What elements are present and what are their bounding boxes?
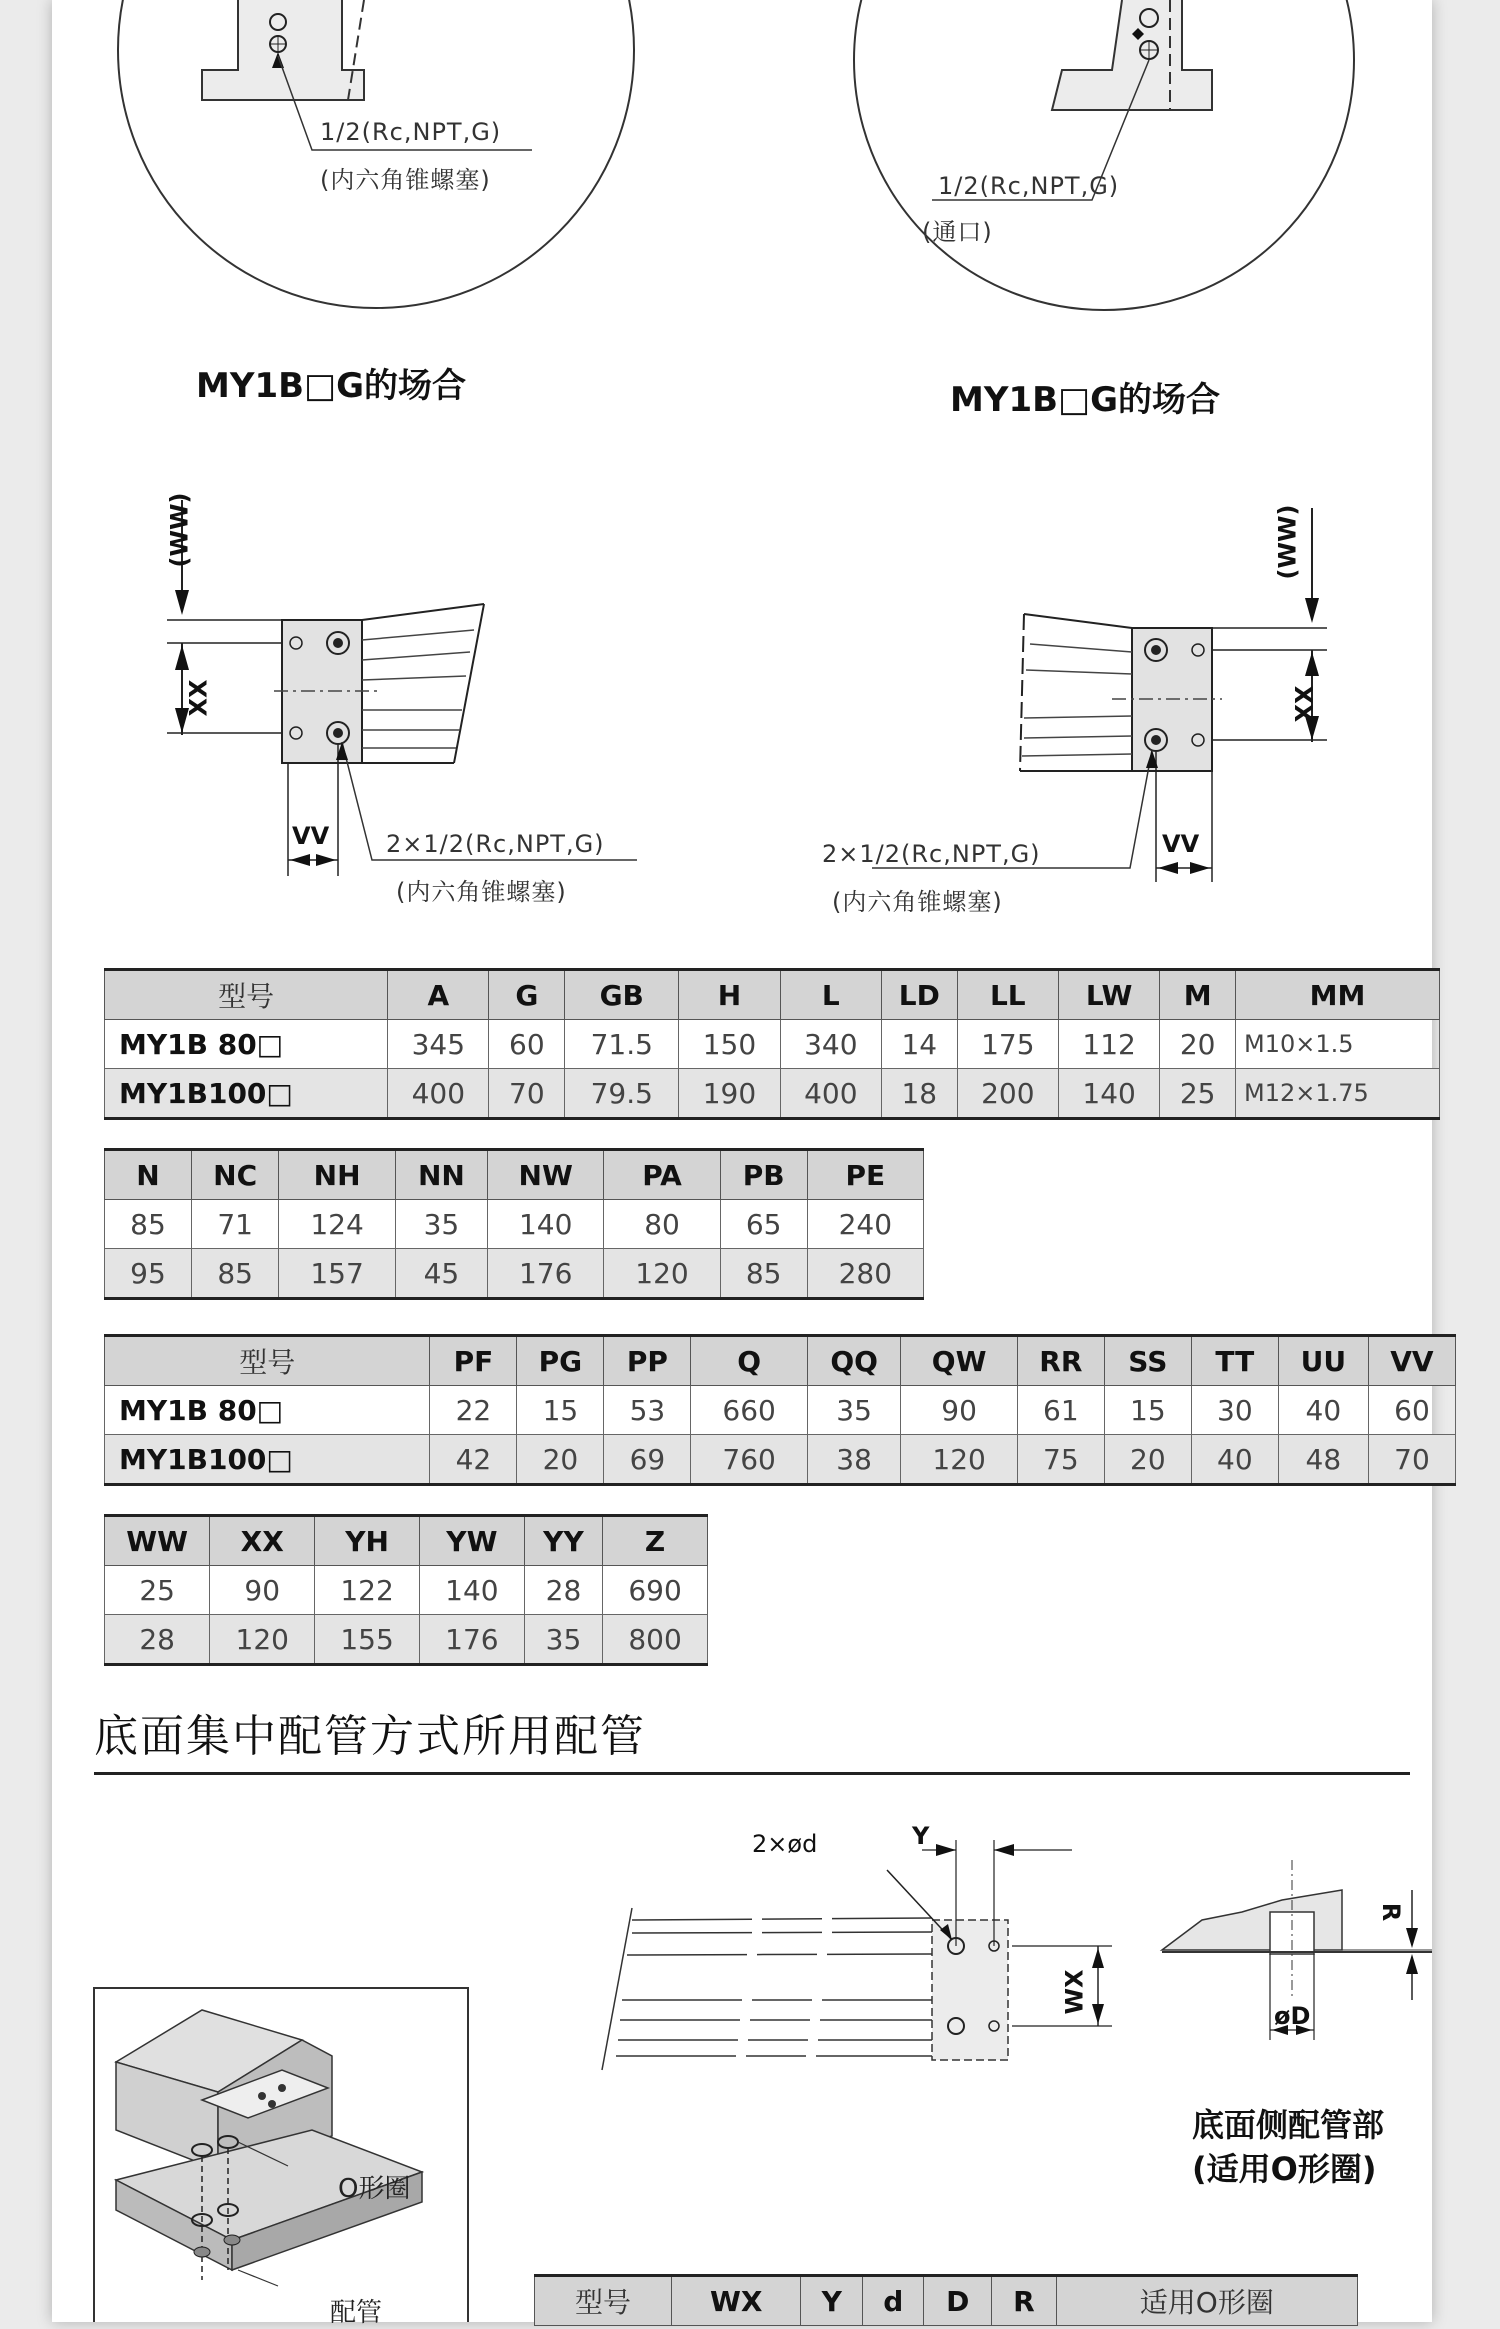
table-cell: 112: [1058, 1020, 1159, 1069]
dimension-table-2: [104, 1148, 924, 1300]
table-cell: 22: [430, 1386, 517, 1435]
table-cell: 80: [604, 1200, 720, 1249]
table-cell: 120: [210, 1615, 315, 1665]
table-cell: 140: [1058, 1069, 1159, 1119]
table-header-row: [535, 2276, 1358, 2326]
table-cell: 30: [1191, 1386, 1278, 1435]
table-cell: 190: [679, 1069, 780, 1119]
dim-y: Y: [912, 1822, 930, 1850]
table-cell: 20: [517, 1435, 604, 1485]
column-header: PB: [720, 1150, 807, 1200]
right-dim-ww: (WW): [1273, 504, 1302, 580]
table-cell: 400: [780, 1069, 881, 1119]
table-cell: 345: [388, 1020, 489, 1069]
column-header: QW: [901, 1336, 1017, 1386]
bottom-piping-drawings: [52, 1800, 1432, 2322]
table-cell: 20: [1104, 1435, 1191, 1485]
table-cell: M12×1.75: [1236, 1069, 1440, 1119]
column-header: XX: [210, 1516, 315, 1566]
table-row: [105, 1435, 1456, 1485]
table-cell: 157: [279, 1249, 395, 1299]
table-cell: 40: [1278, 1386, 1368, 1435]
table-header-row: [105, 970, 1440, 1020]
dimension-table-1: [104, 968, 1440, 1120]
column-header: LD: [881, 970, 957, 1020]
column-header: WW: [105, 1516, 210, 1566]
left-end-view: [167, 500, 637, 876]
column-header: VV: [1368, 1336, 1455, 1386]
table-cell: 14: [881, 1020, 957, 1069]
oring-callout: O形圈: [338, 2174, 411, 2204]
dim-wx: WX: [1060, 1969, 1089, 2015]
table-cell: 28: [105, 1615, 210, 1665]
column-header: M: [1160, 970, 1236, 1020]
table-cell: 200: [957, 1069, 1058, 1119]
table-header-row: [105, 1150, 924, 1200]
column-header: R: [992, 2276, 1056, 2326]
table-cell: 176: [488, 1249, 604, 1299]
right-end-view: [872, 508, 1327, 882]
bottom-port-view: [602, 1840, 1112, 2070]
table-cell: 90: [901, 1386, 1017, 1435]
top-detail-drawings: [52, 0, 1432, 330]
column-header: G: [489, 970, 565, 1020]
column-header: PE: [807, 1150, 923, 1200]
right-dim-xx: XX: [1290, 685, 1319, 723]
dimension-table-3: [104, 1334, 1456, 1486]
left-detail-circle: [118, 0, 634, 308]
right-port-label: 1/2(Rc,NPT,G): [938, 172, 1120, 200]
right-caption: MY1B□G的场合: [950, 380, 1221, 420]
table-row: [105, 1566, 708, 1615]
left-dim-vv: VV: [292, 822, 330, 850]
column-header: 型号: [105, 970, 388, 1020]
table-cell: 120: [604, 1249, 720, 1299]
table-cell: 69: [604, 1435, 691, 1485]
section-title: 底面集中配管方式所用配管: [94, 1700, 1410, 1775]
hole-label: 2×ød: [752, 1830, 818, 1858]
table-cell: 70: [489, 1069, 565, 1119]
left-dim-xx: XX: [184, 679, 213, 717]
table-cell: 42: [430, 1435, 517, 1485]
left-caption: MY1B□G的场合: [196, 366, 467, 406]
table-row: [105, 1386, 1456, 1435]
table-cell: 71.5: [565, 1020, 679, 1069]
column-header: L: [780, 970, 881, 1020]
table-cell: 35: [524, 1615, 602, 1665]
column-header: LW: [1058, 970, 1159, 1020]
piping-table: [534, 2274, 1358, 2326]
right-end-port-label: 2×1/2(Rc,NPT,G): [822, 840, 1041, 868]
table-cell: 53: [604, 1386, 691, 1435]
side-caption-2: (适用O形圈): [1192, 2150, 1377, 2188]
column-header: YY: [524, 1516, 602, 1566]
table-cell: 176: [419, 1615, 524, 1665]
table-cell: 90: [210, 1566, 315, 1615]
dim-r: R: [1377, 1902, 1406, 1922]
table-cell: 65: [720, 1200, 807, 1249]
table-cell: 60: [489, 1020, 565, 1069]
column-header: 型号: [535, 2276, 672, 2326]
table-header-row: [105, 1516, 708, 1566]
left-port-note: (内六角锥螺塞): [320, 166, 491, 194]
column-header: YW: [419, 1516, 524, 1566]
column-header: UU: [1278, 1336, 1368, 1386]
table-cell: 40: [1191, 1435, 1278, 1485]
column-header: YH: [315, 1516, 420, 1566]
right-body-outline: [1052, 0, 1212, 110]
table-row: [105, 1069, 1440, 1119]
column-header: PG: [517, 1336, 604, 1386]
table-cell: 175: [957, 1020, 1058, 1069]
table-cell: 85: [191, 1249, 278, 1299]
column-header: PF: [430, 1336, 517, 1386]
table-cell: M10×1.5: [1236, 1020, 1440, 1069]
table-cell: 15: [1104, 1386, 1191, 1435]
isometric-view: [94, 1988, 468, 2322]
column-header: Q: [691, 1336, 807, 1386]
left-port-label: 1/2(Rc,NPT,G): [320, 118, 502, 146]
table-cell: 60: [1368, 1386, 1455, 1435]
table-cell: 150: [679, 1020, 780, 1069]
column-header: NH: [279, 1150, 395, 1200]
table-cell: 690: [603, 1566, 708, 1615]
table-cell: 124: [279, 1200, 395, 1249]
column-header: 适用O形圈: [1056, 2276, 1357, 2326]
table-cell: 155: [315, 1615, 420, 1665]
table-cell: 61: [1017, 1386, 1104, 1435]
table-cell: 38: [807, 1435, 901, 1485]
table-cell: 18: [881, 1069, 957, 1119]
column-header: TT: [1191, 1336, 1278, 1386]
table-header-row: [105, 1336, 1456, 1386]
column-header: MM: [1236, 970, 1440, 1020]
column-header: d: [863, 2276, 924, 2326]
table-cell: 25: [1160, 1069, 1236, 1119]
left-end-port-note: (内六角锥螺塞): [396, 878, 567, 906]
column-header: NW: [488, 1150, 604, 1200]
table-cell: 48: [1278, 1435, 1368, 1485]
table-cell: 25: [105, 1566, 210, 1615]
table-cell: 122: [315, 1566, 420, 1615]
table-cell: 340: [780, 1020, 881, 1069]
table-cell: 28: [524, 1566, 602, 1615]
table-cell: 140: [488, 1200, 604, 1249]
table-cell: 400: [388, 1069, 489, 1119]
table-cell: 760: [691, 1435, 807, 1485]
table-cell: 85: [720, 1249, 807, 1299]
end-view-drawings: [52, 480, 1432, 920]
table-cell: 120: [901, 1435, 1017, 1485]
dimension-table-4: [104, 1514, 708, 1666]
document-page: [52, 0, 1434, 2328]
right-dim-vv: VV: [1162, 830, 1200, 858]
column-header: 型号: [105, 1336, 430, 1386]
table-cell: 240: [807, 1200, 923, 1249]
model-cell: MY1B 80□: [105, 1020, 388, 1069]
table-row: [105, 1200, 924, 1249]
table-cell: 95: [105, 1249, 192, 1299]
column-header: GB: [565, 970, 679, 1020]
left-dim-ww: (WW): [165, 492, 194, 568]
column-header: A: [388, 970, 489, 1020]
right-end-port-note: (内六角锥螺塞): [832, 888, 1003, 916]
column-header: N: [105, 1150, 192, 1200]
dim-od: øD: [1274, 2002, 1311, 2030]
column-header: QQ: [807, 1336, 901, 1386]
column-header: Y: [801, 2276, 863, 2326]
column-header: NC: [191, 1150, 278, 1200]
column-header: D: [924, 2276, 992, 2326]
column-header: Z: [603, 1516, 708, 1566]
table-cell: 71: [191, 1200, 278, 1249]
right-port-note: (通口): [922, 218, 993, 246]
table-cell: 660: [691, 1386, 807, 1435]
table-cell: 280: [807, 1249, 923, 1299]
side-caption-1: 底面侧配管部: [1192, 2106, 1385, 2144]
table-cell: 75: [1017, 1435, 1104, 1485]
model-cell: MY1B100□: [105, 1069, 388, 1119]
column-header: PA: [604, 1150, 720, 1200]
column-header: PP: [604, 1336, 691, 1386]
column-header: H: [679, 970, 780, 1020]
left-end-port-label: 2×1/2(Rc,NPT,G): [386, 830, 605, 858]
column-header: RR: [1017, 1336, 1104, 1386]
table-row: [105, 1615, 708, 1665]
table-cell: 79.5: [565, 1069, 679, 1119]
pipe-callout: 配管: [330, 2298, 383, 2328]
table-cell: 800: [603, 1615, 708, 1665]
table-cell: 85: [105, 1200, 192, 1249]
model-cell: MY1B100□: [105, 1435, 430, 1485]
table-row: [105, 1249, 924, 1299]
table-cell: 15: [517, 1386, 604, 1435]
column-header: SS: [1104, 1336, 1191, 1386]
table-cell: 20: [1160, 1020, 1236, 1069]
table-cell: 140: [419, 1566, 524, 1615]
table-cell: 35: [395, 1200, 487, 1249]
table-cell: 45: [395, 1249, 487, 1299]
right-detail-circle: [854, 0, 1354, 310]
model-cell: MY1B 80□: [105, 1386, 430, 1435]
column-header: LL: [957, 970, 1058, 1020]
table-cell: 70: [1368, 1435, 1455, 1485]
column-header: NN: [395, 1150, 487, 1200]
table-cell: 35: [807, 1386, 901, 1435]
column-header: WX: [671, 2276, 801, 2326]
table-row: [105, 1020, 1440, 1069]
